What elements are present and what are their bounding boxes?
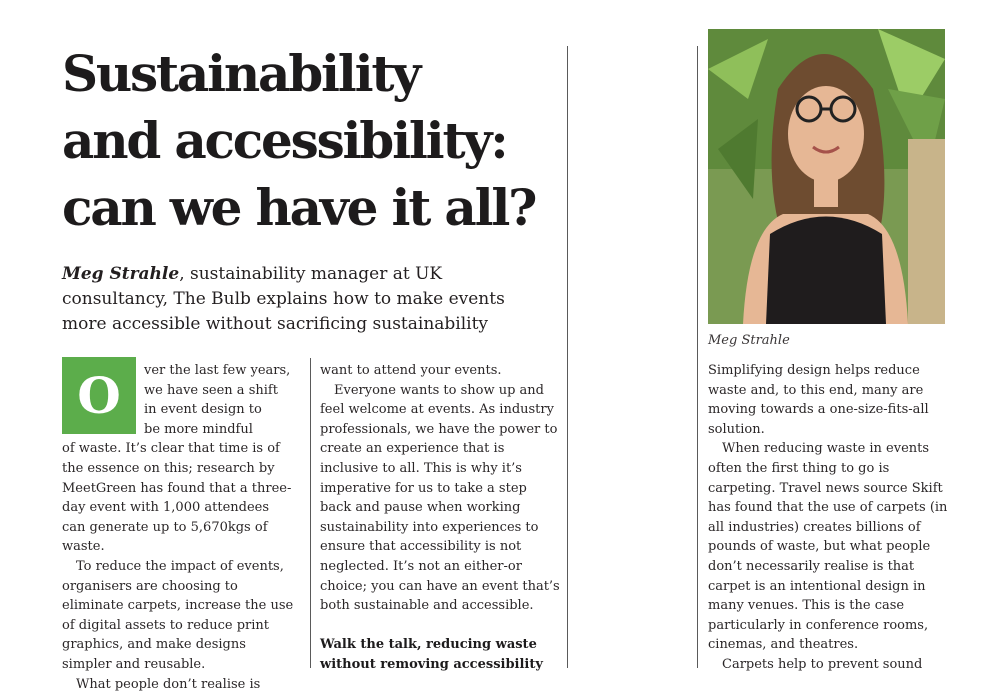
column-divider [567, 46, 568, 668]
body-column-3 [708, 361, 948, 675]
body-text-line: in event design to [62, 400, 294, 420]
article-headline [62, 40, 562, 241]
headline-line: can we have it all? [62, 174, 562, 241]
headline-line: and accessibility: [62, 107, 562, 174]
body-paragraph: Everyone wants to show up and feel welcome at events. As industry professionals, we have the power to create an experience that is inclusive to all. This is why it’s imperative for us to take a step back and pause when working sustainability into experiences to ensure that accessibility is not neglected. It’s not an either-or choice; you can have an event that’s both sustainable and accessible. [320, 381, 560, 616]
standfirst-author: Meg Strahle [62, 264, 179, 284]
drop-cap: O [62, 357, 136, 434]
body-column-1 [62, 361, 294, 694]
column-divider [697, 46, 698, 668]
body-paragraph: Simplifying design helps reduce waste and, to this end, many are moving towards a one-size-fits-all solution. [708, 361, 948, 439]
portrait-illustration [708, 29, 945, 324]
headline-line: Sustainability [62, 40, 562, 107]
body-paragraph: When reducing waste in events often the first thing to go is carpeting. Travel news source Skift has found that the use of carpets (in all industries) creates billions of pounds of waste, but what people don’t necessarily realise is that carpet is an intentional design in many venues. This is the case particularly in conference rooms, cinemas, and theatres. [708, 439, 948, 655]
section-subhead: Walk the talk, reducing waste without removing accessibility [320, 635, 560, 674]
body-text-line: be more mindful [62, 420, 294, 440]
column-divider [310, 358, 311, 668]
body-text-line: ver the last few years, [62, 361, 294, 381]
photo-caption: Meg Strahle [708, 333, 790, 348]
body-paragraph: of waste. It’s clear that time is of the essence on this; research by MeetGreen has found that a three-day event with 1,000 attendees can generate up to 5,670kgs of waste. [62, 439, 294, 557]
body-paragraph: What people don’t realise is [62, 675, 294, 694]
standfirst-text: consultancy, The Bulb explains how to make events [62, 289, 505, 309]
body-paragraph: To reduce the impact of events, organisers are choosing to eliminate carpets, increase the use of digital assets to reduce print graphics, and make designs simpler and reusable. [62, 557, 294, 675]
standfirst-text: , sustainability manager at UK [179, 264, 442, 284]
standfirst [62, 262, 562, 337]
body-paragraph: want to attend your events. [320, 361, 560, 381]
body-paragraph: Carpets help to prevent sound [708, 655, 948, 675]
body-column-2 [320, 361, 560, 675]
standfirst-text: more accessible without sacrificing sustainability [62, 314, 488, 334]
portrait-photo [708, 29, 945, 324]
body-text-line: we have seen a shift [62, 381, 294, 401]
